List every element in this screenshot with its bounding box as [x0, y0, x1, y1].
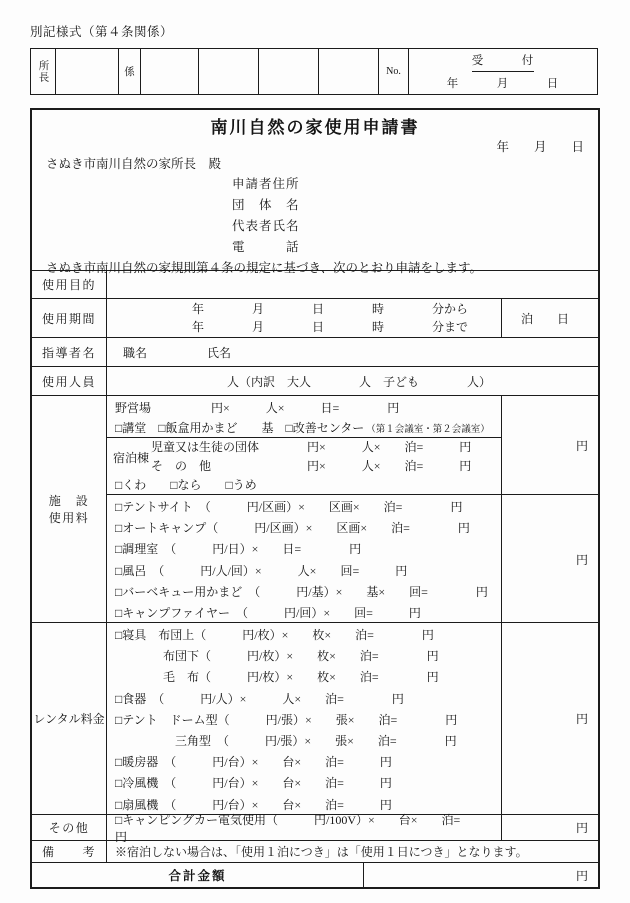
receipt-block — [409, 49, 597, 94]
director-stamp-cell — [56, 49, 119, 94]
auto-camp-fee-line: □オートキャンプ（ 円/区画）× 区画× 泊= 円 — [115, 521, 470, 536]
bedding-blanket-line: 毛 布（ 円/枚）× 枚× 泊= 円 — [115, 670, 439, 685]
period-value-cell — [107, 299, 501, 337]
facility-upper-subtotal-cell: 円 — [501, 396, 598, 494]
rental-fee-lines — [107, 623, 501, 814]
lodge-students-line: 児童又は生徒の団体 円× 人× 泊= 円 — [151, 440, 472, 454]
fan-line: □扇風機 （ 円/台）× 台× 泊= 円 — [115, 797, 392, 812]
application-statement: さぬき市南川自然の家規則第４条の規定に基づき、次のとおり申請をします。 — [46, 261, 483, 275]
rental-fee-label: レンタル料金 — [32, 623, 107, 814]
meeting-room-note: （第１会議室・第２会議室） — [366, 425, 490, 435]
representative-name-label: 代表者氏名 — [232, 219, 300, 233]
rental-fee-row — [32, 622, 598, 814]
other-subtotal-cell: 円 — [501, 815, 598, 840]
nights-days-cell: 泊 日 — [501, 299, 598, 337]
lodge-building-options-line: □くわ □なら □うめ — [115, 478, 257, 492]
facility-fee-label-line2: 使用料 — [48, 511, 90, 525]
tent-dome-line: □テント ドーム型（ 円/張）× 張× 泊= 円 — [115, 712, 458, 727]
lodge-label: 宿泊棟 — [113, 450, 150, 465]
period-row — [32, 298, 598, 337]
period-from-line: 年 月 日 時 分から — [192, 302, 469, 316]
total-amount-cell: 円 — [575, 868, 588, 883]
form-header-row — [32, 110, 598, 275]
cooler-line: □冷風機 （ 円/台）× 台× 泊= 円 — [115, 776, 392, 791]
members-value-cell: 人（内訳 大人 人 子ども 人） — [227, 374, 492, 389]
leader-value-cell: 職名 氏名 — [123, 345, 232, 360]
leader-row — [32, 337, 598, 366]
bedding-futon-top-line: □寝具 布団上（ 円/枚）× 枚× 泊= 円 — [115, 628, 434, 642]
tent-site-fee-line: □テントサイト （ 円/区画）× 区画× 泊= 円 — [115, 500, 463, 514]
facility-lower-block — [107, 495, 598, 624]
period-label: 使用期間 — [32, 299, 107, 337]
members-label: 使用人員 — [32, 367, 107, 395]
receipt-label: 受 付 — [472, 49, 535, 72]
application-date-line: 年 月 日 — [496, 140, 584, 154]
campsite-hall-block — [107, 396, 501, 438]
total-row — [32, 862, 598, 887]
stamp-cell-1 — [141, 49, 199, 94]
members-row — [32, 366, 598, 395]
receipt-date-line: 年 月 日 — [446, 78, 560, 90]
stamp-cell-2 — [199, 49, 259, 94]
leader-label: 指導者名 — [32, 338, 107, 366]
total-amount-label: 合計金額 — [32, 863, 364, 887]
facility-upper-block — [107, 396, 598, 495]
remarks-text: ※宿泊しない場合は、「使用１泊につき」は「使用１日につき」となります。 — [115, 845, 528, 859]
hall-kamado-text: □講堂 □飯盒用かまど 基 □改善センター — [115, 421, 365, 435]
telephone-label: 電 話 — [232, 240, 300, 254]
number-label: No. — [379, 49, 409, 94]
facility-fee-label-line1: 施 設 — [48, 494, 90, 508]
lodge-block — [107, 438, 501, 494]
applicant-fields — [232, 174, 598, 258]
kitchen-fee-line: □調理室 （ 円/日）× 日= 円 — [115, 542, 362, 557]
hall-kamado-line — [115, 418, 501, 440]
purpose-label: 使用目的 — [32, 271, 107, 298]
approval-stamp-table — [30, 48, 598, 95]
purpose-row — [32, 270, 598, 298]
facility-fee-content — [107, 396, 598, 622]
heater-line: □暖房器 （ 円/台）× 台× 泊= 円 — [115, 755, 392, 770]
tent-triangle-line: 三角型 （ 円/張）× 張× 泊= 円 — [115, 734, 457, 749]
other-fee-row — [32, 812, 598, 844]
period-to-line: 年 月 日 時 分まで — [192, 320, 469, 334]
facility-fee-row — [32, 395, 598, 622]
bbq-kamado-fee-line: □バーベキュー用かまど （ 円/基）× 基× 回= 円 — [115, 584, 488, 599]
rental-subtotal-cell: 円 — [501, 623, 598, 814]
facility-fee-label — [32, 396, 107, 622]
group-name-label: 団 体 名 — [232, 198, 300, 212]
remarks-label: 備 考 — [32, 841, 107, 862]
camper-electricity-line: □キャンピングカー電気使用（ 円/100V）× 台× 泊= 円 — [115, 812, 497, 844]
director-stamp-label — [31, 49, 56, 94]
bedding-futon-bottom-line: 布団下（ 円/枚）× 枚× 泊= 円 — [115, 649, 439, 664]
bath-fee-line: □風呂 （ 円/人/回）× 人× 回= 円 — [115, 563, 408, 578]
form-header-block — [32, 110, 598, 275]
purpose-value-cell — [107, 271, 598, 298]
stamp-cell-4 — [319, 49, 379, 94]
form-code: 別記様式（第４条関係） — [30, 25, 174, 39]
stamp-cell-3 — [259, 49, 319, 94]
staff-label-text: 係 — [124, 67, 135, 78]
campfire-fee-line: □キャンプファイヤー （ 円/回）× 回= 円 — [115, 606, 421, 621]
form-title: 南川自然の家使用申請書 — [210, 118, 420, 137]
remarks-row — [32, 840, 598, 862]
applicant-address-label: 申請者住所 — [232, 177, 300, 191]
tableware-line: □食器 （ 円/人）× 人× 泊= 円 — [115, 691, 404, 706]
director-label-text: 所長 — [37, 60, 49, 83]
other-fee-label: その他 — [32, 815, 107, 840]
lodge-others-line: そ の 他 円× 人× 泊= 円 — [151, 459, 472, 473]
addressee-line: さぬき市南川自然の家所長 殿 — [46, 157, 222, 171]
application-form-table — [30, 108, 600, 889]
facility-lower-subtotal-cell: 円 — [501, 495, 598, 624]
campsite-fee-line: 野営場 円× 人× 日= 円 — [115, 401, 400, 415]
staff-stamp-label — [119, 49, 141, 94]
